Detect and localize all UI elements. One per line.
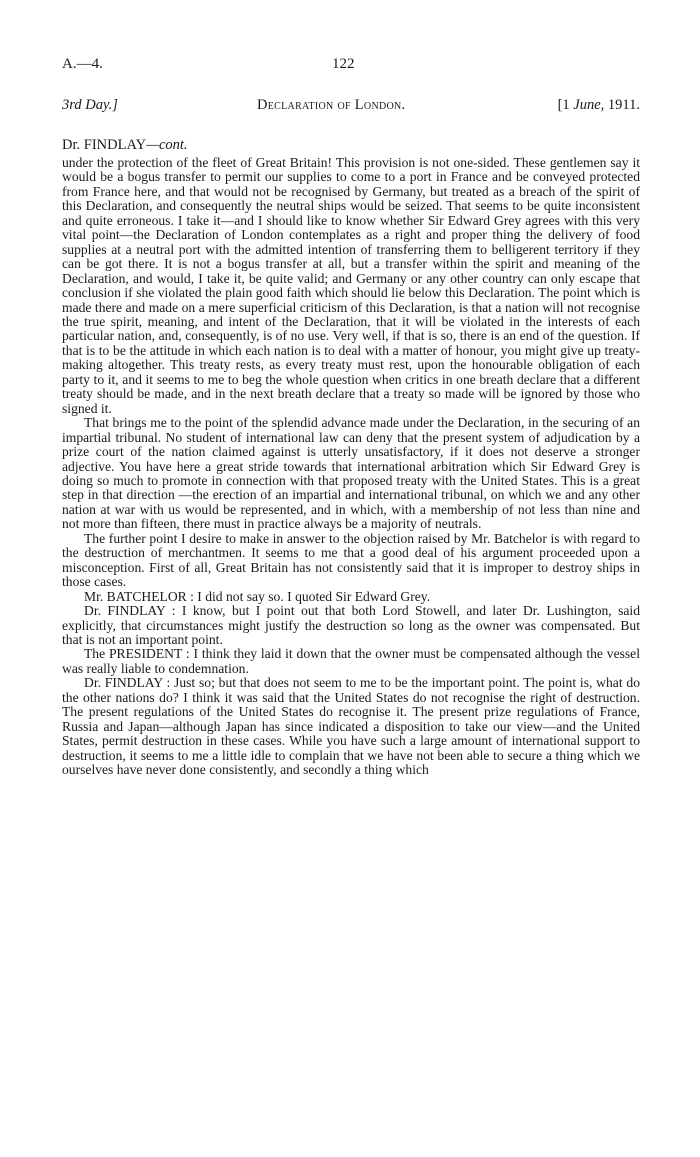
paragraph: under the protection of the fleet of Great Britain! This provision is not one-sided. These gentlemen say it would be a bogus transfer to permit our supplies to come to a port in France and be conveyed protected from France here, and that would not be recognised by Germany, but treated as a breach of the spirit of this Declaration, and consequently the neutral ships would be seized. That seems to be quite inconsistent and quite erroneous. I take it—and I should like to know whether Sir Edward Grey agrees with this very vital point—the Declaration of London contemplates as a right and proper thing the delivery of food supplies at a neutral port with the admitted intention of transferring them to belligerent territory if they can be got there. It is not a bogus transfer at all, but a transfer within the spirit and meaning of the Declaration, and would, I take it, be quite valid; and Germany or any other country can only escape that conclusion if she violated the plain good faith which should lie below this Declaration. The point which is made there and made on a mere superficial criticism of this Declaration, is that a nation will not recognise the true spirit, meaning, and intent of the Declaration, that it will be violated in the interests of each particular nation, and, consequently, is of no use. Very well, if that is so, there is an end of the question. If that is to be the attitude in which each nation is to deal with a matter of honour, you might give up treaty-making altogether. This treaty rests, as every treaty must rest, upon the honourable obligation of each party to it, and it seems to me to beg the whole question when critics in one breath declare that a different treaty should be made, and in the next breath declare that a treaty so made will be ignored by those who signed it. (62, 155, 640, 416)
date-prefix: [1 (557, 97, 574, 113)
body-text (62, 156, 640, 777)
page-top-line (62, 56, 640, 78)
paragraph: Mr. BATCHELOR : I did not say so. I quoted Sir Edward Grey. (84, 588, 431, 604)
paragraph: The further point I desire to make in answer to the objection raised by Mr. Batchelor is with regard to the destruction of merchantmen. It seems to me that a good deal of his argument proceeded upon a misconception. First of all, Great Britain has not consistently said that it is improper to destroy ships in those cases. (62, 530, 640, 590)
speaker-name: Dr. FINDLAY (62, 137, 147, 153)
speaker-continued: —cont. (146, 137, 188, 153)
paragraph: The PRESIDENT : I think they laid it down that the owner must be compensated although the vessel was really liable to condemnation. (62, 646, 640, 676)
running-head (62, 97, 640, 119)
document-page (62, 56, 640, 777)
paragraph: That brings me to the point of the splendid advance made under the Declaration, in the securing of an impartial tribunal. No student of international law can deny that the present system of adjudication by a prize court of the nation claimed against is utterly unsatisfactory, if it does not deserve a stronger adjective. You have here a great stride towards that international arbitration which Sir Edward Grey is doing so much to promote in connection with that proposed treaty with the United States. This is a great step in that direction —the erection of an impartial and international tribunal, on which we and any other nation at war with us would be represented, and in which, with a membership of not less than nine and not more than fifteen, there must in practice always be a majority of neutrals. (62, 415, 640, 532)
date-month: June, (573, 97, 605, 113)
running-head-day: 3rd Day.] (62, 97, 118, 113)
paragraph: Dr. FINDLAY : I know, but I point out that both Lord Stowell, and later Dr. Lushington, said explicitly, that circumstances might justify the destruction so long as the owner was compensated. But that is not an important point. (62, 603, 640, 647)
paragraph: Dr. FINDLAY : Just so; but that does not seem to me to be the important point. The point is, what do the other nations do? I think it was said that the United States do not recognise the right of destruction. The present regulations of the United States do recognise it. The present prize regulations of France, Russia and Japan—although Japan has since indicated a disposition to take our view—and the United States, permit destruction in these cases. While you have such a large amount of international support to destruction, it seems to me a little idle to complain that we have not been able to secure a thing which we ourselves have never done consistently, and secondly a thing which (62, 675, 640, 778)
paper-series: A.—4. (62, 56, 103, 72)
page-number: 122 (332, 56, 355, 72)
running-head-date (558, 97, 640, 114)
running-head-title: Declaration of London. (257, 97, 406, 113)
date-year: 1911. (604, 97, 640, 113)
speaker-heading (62, 137, 640, 154)
